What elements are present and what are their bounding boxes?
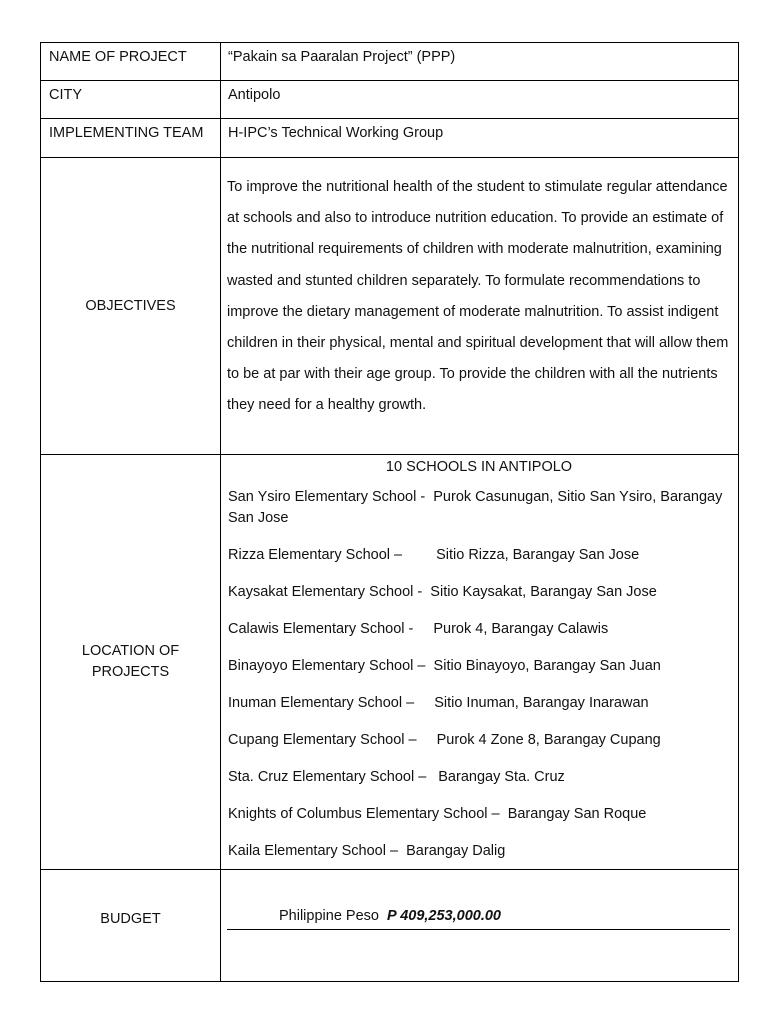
list-item: Kaysakat Elementary School - Sitio Kaysakat, Barangay San Jose [228,584,657,600]
value-budget [221,870,739,982]
budget-underline [227,929,730,930]
row-implementing-team [41,119,739,158]
schools-heading: 10 SCHOOLS IN ANTIPOLO [385,459,573,475]
label-city: CITY [41,81,221,119]
row-name-of-project [41,43,739,81]
project-details-table [40,42,739,982]
row-city [41,81,739,119]
budget-amount: P 409,253,000.00 [387,908,501,924]
label-name-of-project: NAME OF PROJECT [41,43,221,81]
list-item: Inuman Elementary School – Sitio Inuman, Barangay Inarawan [228,695,649,711]
row-objectives [41,158,739,455]
objectives-text: To improve the nutritional health of the student to stimulate regular attendance at schools and also to introduce nutrition education. To provide an estimate of the nutritional requirements of children with moderate malnutrition, examining wasted and stunted children separately. To formulate recommendations to improve the dietary management of moderate malnutrition. To assist indigent children in their physical, mental and spiritual development that will allow them to be at par with their age group. To provide the children with all the nutrients they need for a healthy growth. [227,179,729,414]
list-item: Calawis Elementary School - Purok 4, Barangay Calawis [228,621,609,637]
label-budget: BUDGET [41,870,221,982]
row-budget [41,870,739,982]
value-name-of-project: “Pakain sa Paaralan Project” (PPP) [221,43,739,81]
list-item: Kaila Elementary School – Barangay Dalig [228,843,506,859]
value-implementing-team: H-IPC’s Technical Working Group [221,119,739,158]
list-item: Knights of Columbus Elementary School – Barangay San Roque [228,806,647,822]
value-objectives [221,158,739,455]
list-item: Rizza Elementary School – Sitio Rizza, Barangay San Jose [228,547,640,563]
label-location-of-projects: LOCATION OF PROJECTS [41,455,221,870]
list-item: Binayoyo Elementary School – Sitio Binayoyo, Barangay San Juan [228,658,661,674]
label-objectives: OBJECTIVES [41,158,221,455]
list-item: Cupang Elementary School – Purok 4 Zone 8, Barangay Cupang [228,732,661,748]
list-item: Sta. Cruz Elementary School – Barangay Sta. Cruz [228,769,565,785]
list-item: San Ysiro Elementary School - Purok Casunugan, Sitio San Ysiro, Barangay San Jose [228,489,723,526]
row-location-of-projects [41,455,739,870]
value-city: Antipolo [221,81,739,119]
budget-currency: Philippine Peso [279,908,379,924]
label-implementing-team: IMPLEMENTING TEAM [41,119,221,158]
budget-line [279,908,501,924]
value-location-of-projects [221,455,739,870]
